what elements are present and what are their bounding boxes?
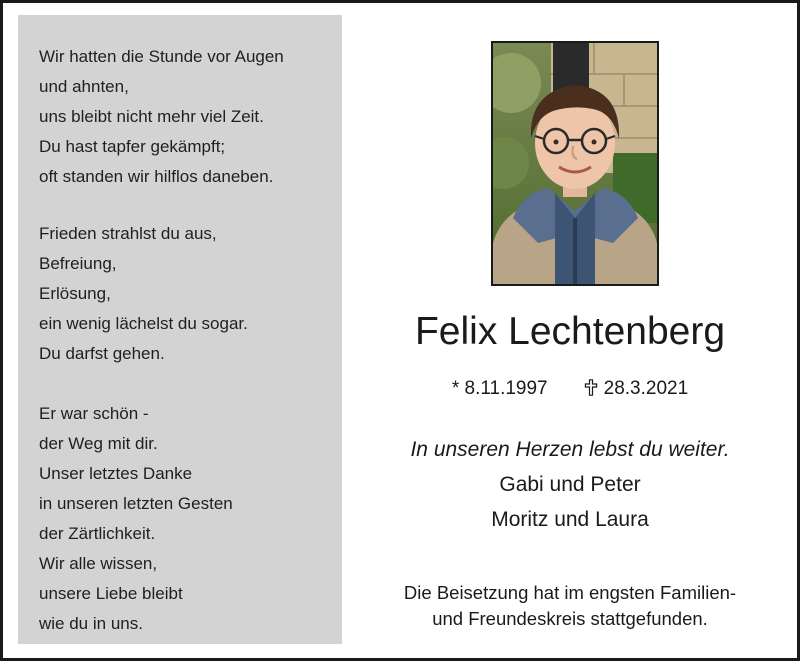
burial-notice-line: Die Beisetzung hat im engsten Familien-: [403, 582, 737, 603]
poem-line: unsere Liebe bleibt: [39, 584, 183, 603]
poem-stanza-2: [39, 219, 248, 369]
poem-stanza-3: [39, 399, 233, 639]
poem-panel: [18, 15, 342, 644]
poem-line: Er war schön -: [39, 404, 149, 423]
poem-line: Befreiung,: [39, 254, 117, 273]
poem-line: der Zärtlichkeit.: [39, 524, 156, 543]
poem-line: Frieden strahlst du aus,: [39, 224, 217, 243]
poem-line: in unseren letzten Gesten: [39, 494, 233, 513]
mourner-line: Moritz und Laura: [491, 508, 649, 531]
poem-line: Erlösung,: [39, 284, 111, 303]
poem-line: ein wenig lächelst du sogar.: [39, 314, 248, 333]
poem-line: Du darfst gehen.: [39, 344, 165, 363]
poem-line: oft standen wir hilflos daneben.: [39, 167, 274, 186]
poem-line: Unser letztes Danke: [39, 464, 193, 483]
mourner-line: Gabi und Peter: [499, 473, 641, 496]
poem-line: und ahnten,: [39, 77, 129, 96]
burial-notice-line: und Freundeskreis stattgefunden.: [432, 608, 708, 629]
poem-line: uns bleibt nicht mehr viel Zeit.: [39, 107, 264, 126]
poem-line: der Weg mit dir.: [39, 434, 158, 453]
birth-date: * 8.11.1997: [451, 378, 548, 399]
poem-line: Wir alle wissen,: [39, 554, 158, 573]
poem-stanza-1: [39, 42, 284, 192]
memorial-tagline: In unseren Herzen lebst du weiter.: [410, 438, 730, 461]
life-dates: [343, 378, 797, 400]
poem-line: Wir hatten die Stunde vor Augen: [39, 47, 284, 66]
portrait-image: [493, 43, 657, 284]
deceased-name: Felix Lechtenberg: [414, 310, 726, 353]
death-cross-icon: [584, 379, 598, 396]
portrait-photo: [491, 41, 659, 286]
poem-line: Du hast tapfer gekämpft;: [39, 137, 226, 156]
death-date: 28.3.2021: [603, 378, 689, 399]
poem-line: wie du in uns.: [39, 614, 143, 633]
